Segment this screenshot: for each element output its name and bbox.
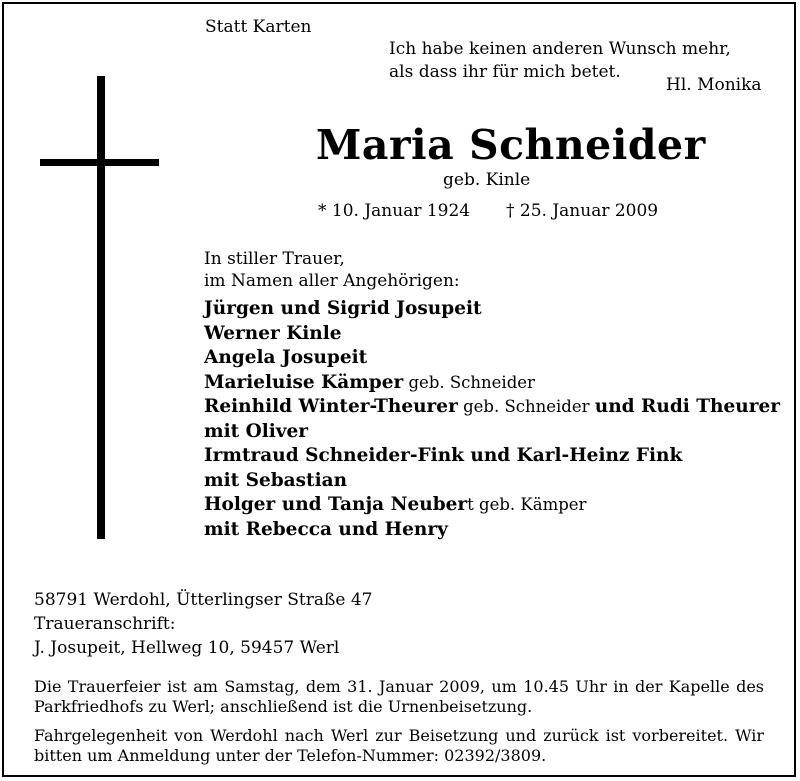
mourning-line-1: In stiller Trauer, <box>204 249 345 269</box>
family-row <box>204 297 780 322</box>
family-name: Werner Kinle <box>204 322 342 344</box>
family-note: geb. Schneider <box>403 372 535 392</box>
address-line-3: J. Josupeit, Hellweg 10, 59457 Werl <box>34 638 340 658</box>
family-name: mit Oliver <box>204 420 309 442</box>
family-row <box>204 518 780 543</box>
family-name: Reinhild Winter-Theurer <box>204 396 458 417</box>
family-name: Holger und Tanja Neuber <box>204 494 468 515</box>
family-row <box>204 444 780 469</box>
birth-name: geb. Kinle <box>443 170 531 190</box>
quote-line-2: als dass ihr für mich betet. <box>389 62 621 82</box>
address-line-1: 58791 Werdohl, Ütterlingser Straße 47 <box>34 590 373 610</box>
family-row <box>204 469 780 494</box>
quote-author: Hl. Monika <box>666 75 762 95</box>
quote-line-1: Ich habe keinen anderen Wunsch mehr, <box>389 39 731 59</box>
transport-note: Fahrgelegenheit von Werdohl nach Werl zur Beisetzung und zurück ist vorbereitet. Wir bitten um Anmeldung unter der Telefon-Nummer: 02392/3809. <box>34 726 764 765</box>
family-row <box>204 322 780 347</box>
family-note: geb. Schneider <box>457 397 595 416</box>
cross-icon <box>97 76 105 539</box>
family-row <box>204 493 780 518</box>
address-line-2: Traueranschrift: <box>34 614 176 634</box>
birth-date: * 10. Januar 1924 <box>318 201 471 221</box>
family-row <box>204 346 780 371</box>
family-name: Jürgen und Sigrid Josupeit <box>204 298 482 319</box>
family-name: Irmtraud Schneider-Fink und Karl-Heinz Fink <box>204 445 683 466</box>
death-date: † 25. Januar 2009 <box>506 201 659 221</box>
statt-karten: Statt Karten <box>205 17 312 37</box>
cross-icon-bar <box>40 159 159 166</box>
family-row <box>204 395 780 420</box>
family-row <box>204 420 780 445</box>
family-note: t geb. Kämper <box>467 495 587 514</box>
family-name: mit Sebastian <box>204 469 348 491</box>
family-name: Marieluise Kämper <box>204 371 404 393</box>
family-name: und Rudi Theurer <box>594 396 780 417</box>
family-name: mit Rebecca und Henry <box>204 518 448 540</box>
family-row <box>204 371 780 396</box>
ceremony-note: Die Trauerfeier ist am Samstag, dem 31. Januar 2009, um 10.45 Uhr in der Kapelle des Parkfriedhofs zu Werl; anschließend ist die Urnenbeisetzung. <box>34 677 764 716</box>
family-name: Angela Josupeit <box>204 347 368 368</box>
address-block <box>34 588 372 660</box>
family-list <box>204 297 780 542</box>
deceased-name: Maria Schneider <box>316 121 706 169</box>
mourning-line-2: im Namen aller Angehörigen: <box>204 271 460 291</box>
